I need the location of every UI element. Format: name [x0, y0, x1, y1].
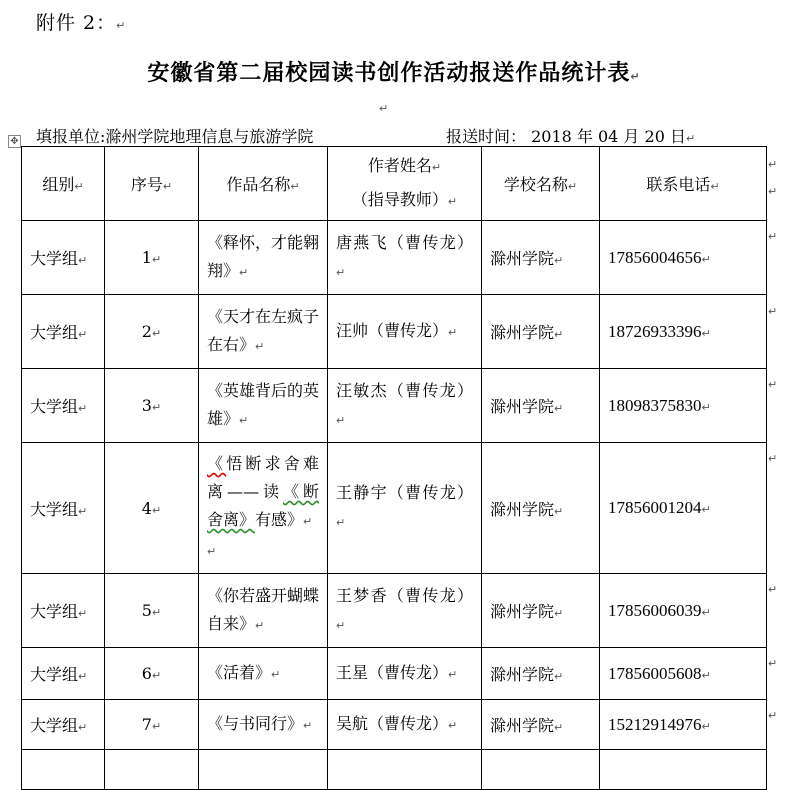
cell-work: 《活着》↵ — [199, 648, 328, 700]
cell-phone — [600, 750, 767, 790]
header-school: 学校名称↵ — [482, 147, 600, 221]
cell-author: 吴航（曹传龙）↵ — [328, 700, 482, 750]
cell-author: 唐燕飞（曹传龙）↵ — [328, 221, 482, 295]
document-title: 安徽省第二届校园读书创作活动报送作品统计表↵ — [147, 60, 641, 86]
cell-school: 滁州学院↵ — [482, 295, 600, 369]
attachment-label: 附件 2：↵ — [36, 12, 127, 34]
table-row — [22, 369, 767, 443]
cell-school: 滁州学院↵ — [482, 369, 600, 443]
cell-work: 《与书同行》↵ — [199, 700, 328, 750]
cell-phone: 17856001204↵ — [600, 443, 767, 574]
cell-group: 大学组↵ — [22, 369, 105, 443]
cell-phone: 17856004656↵ — [600, 221, 767, 295]
cell-author: 王梦香（曹传龙）↵ — [328, 574, 482, 648]
cell-phone: 15212914976↵ — [600, 700, 767, 750]
cell-author: 汪帅（曹传龙）↵ — [328, 295, 482, 369]
cell-work: 《悟断求舍难离——读《断舍离》有感》↵ ↵ — [199, 443, 328, 574]
row-end-mark: ↵ — [768, 305, 778, 318]
cell-seq: 5↵ — [105, 574, 199, 648]
table-row — [22, 295, 767, 369]
cell-group: 大学组↵ — [22, 295, 105, 369]
cell-phone: 18726933396↵ — [600, 295, 767, 369]
row-end-mark: ↵ — [768, 158, 778, 171]
cell-school: 滁州学院↵ — [482, 700, 600, 750]
row-end-mark: ↵ — [768, 378, 778, 391]
cell-group: 大学组↵ — [22, 574, 105, 648]
header-work: 作品名称↵ — [199, 147, 328, 221]
cell-seq: 6↵ — [105, 648, 199, 700]
paragraph-mark: ↵ — [379, 102, 389, 115]
cell-work: 《释怀，才能翱翔》↵ — [199, 221, 328, 295]
table-row — [22, 221, 767, 295]
cell-group — [22, 750, 105, 790]
table-row — [22, 443, 767, 574]
table-row — [22, 574, 767, 648]
row-end-mark: ↵ — [768, 185, 778, 198]
cell-work: 《英雄背后的英雄》↵ — [199, 369, 328, 443]
row-end-mark: ↵ — [768, 709, 778, 722]
cell-group: 大学组↵ — [22, 700, 105, 750]
cell-phone: 18098375830↵ — [600, 369, 767, 443]
cell-school: 滁州学院↵ — [482, 443, 600, 574]
fill-unit: 填报单位:滁州学院地理信息与旅游学院 — [36, 127, 314, 146]
header-group: 组别↵ — [22, 147, 105, 221]
table-row — [22, 648, 767, 700]
header-seq: 序号↵ — [105, 147, 199, 221]
cell-school: 滁州学院↵ — [482, 574, 600, 648]
cell-author: 王静宇（曹传龙）↵ — [328, 443, 482, 574]
row-end-mark: ↵ — [768, 230, 778, 243]
cell-group: 大学组↵ — [22, 443, 105, 574]
table-row — [22, 700, 767, 750]
row-end-mark: ↵ — [768, 583, 778, 596]
cell-group: 大学组↵ — [22, 221, 105, 295]
cell-author: 王星（曹传龙）↵ — [328, 648, 482, 700]
cell-seq: 2↵ — [105, 295, 199, 369]
cell-seq — [105, 750, 199, 790]
table-header-row — [22, 147, 767, 221]
cell-seq: 7↵ — [105, 700, 199, 750]
cell-work: 《你若盛开蝴蝶自来》↵ — [199, 574, 328, 648]
table-move-handle-icon[interactable]: ✥ — [8, 135, 21, 148]
cell-phone: 17856005608↵ — [600, 648, 767, 700]
cell-school: 滁州学院↵ — [482, 221, 600, 295]
cell-seq: 3↵ — [105, 369, 199, 443]
cell-seq: 4↵ — [105, 443, 199, 574]
cell-school — [482, 750, 600, 790]
row-end-mark: ↵ — [768, 452, 778, 465]
cell-work — [199, 750, 328, 790]
cell-phone: 17856006039↵ — [600, 574, 767, 648]
header-author: 作者姓名↵ （指导教师）↵ — [328, 147, 482, 221]
cell-seq: 1↵ — [105, 221, 199, 295]
cell-author: 汪敏杰（曹传龙）↵ — [328, 369, 482, 443]
header-phone: 联系电话↵ — [600, 147, 767, 221]
send-time: 报送时间： 2018 年 04 月 20 日↵ — [446, 127, 696, 146]
row-end-mark: ↵ — [768, 657, 778, 670]
works-table — [21, 146, 767, 790]
table-row — [22, 750, 767, 790]
cell-school: 滁州学院↵ — [482, 648, 600, 700]
cell-work: 《天才在左疯子在右》↵ — [199, 295, 328, 369]
cell-group: 大学组↵ — [22, 648, 105, 700]
cell-author — [328, 750, 482, 790]
